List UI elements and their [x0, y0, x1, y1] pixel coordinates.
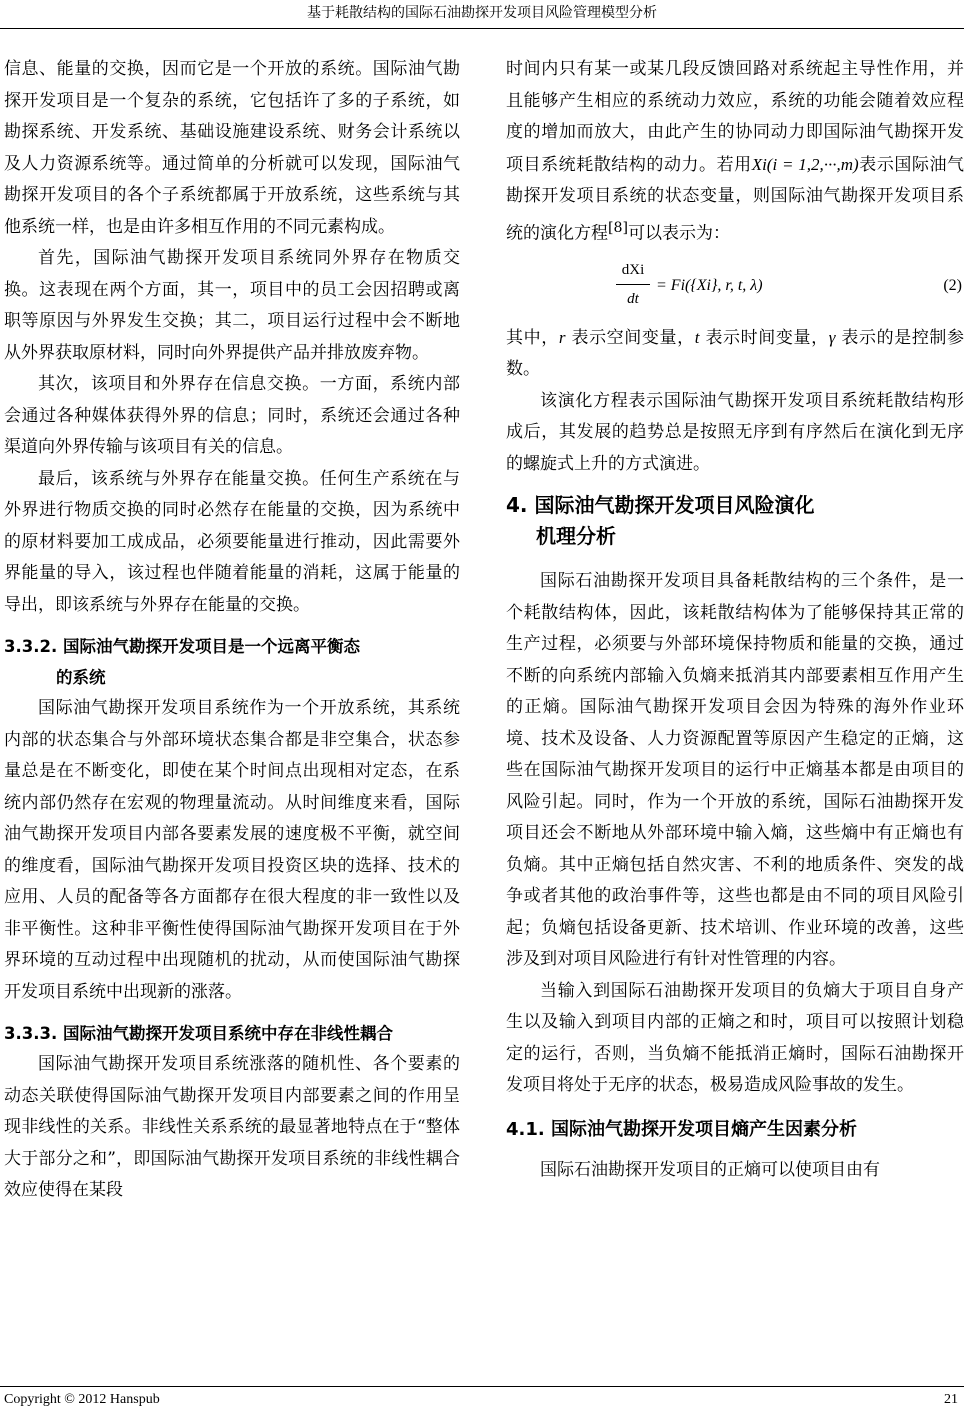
section-heading-3-3-2	[4, 631, 460, 693]
variable: r	[558, 327, 566, 347]
heading-line: 4. 国际油气勘探开发项目风险演化	[506, 493, 815, 518]
paragraph: 最后，该系统与外界存在能量交换。任何生产系统在与外界进行物质交换的同时必然存在能量的交换，因为系统中的原材料要加工成成品，必须要能量进行推动，因此需要外界能量的导入，该过程也伴随着能量的消耗，这属于能量的导出，即该系统与外界存在能量的交换。	[4, 468, 460, 615]
paragraph: 国际石油勘探开发项目具备耗散结构的三个条件，是一个耗散结构体，因此，该耗散结构体为了能够保持其正常的生产过程，必须要与外部环境保持物质和能量的交换，通过不断的向系统内部输入负熵来抵消其内部要素相互作用产生的正熵。国际油气勘探开发项目会因为特殊的海外作业环境、技术及设备、人力资源配置等原因产生稳定的正熵，这些在国际油气勘探开发项目的运行中正熵基本都是由项目的风险引起。同时，作为一个开放的系统，国际石油勘探开发项目还会不断地从外部环境中输入熵，这些熵中有正熵也有负熵。其中正熵包括自然灾害、不利的地质条件、突发的战争或者其他的政治事件等，这些也都是由不同的项目风险引起；负熵包括设备更新、技术培训、作业环境的改善，这些涉及到对项目风险进行有针对性管理的内容。	[506, 571, 964, 970]
text-run: 时间内只有某一或某几段反馈回路对系统起主导性作用，并且能够产生相应的系统动力效应，系统的功能会随着效应程度的增加而放大，由此产生的协同动力即国际油气勘探开发项目系统耗散结构的动力。若用	[506, 59, 964, 175]
text-run: 表示国际油气勘探开发项目系统的状态变量，则国际油气勘探开发项目系统的演化方程	[506, 154, 964, 244]
paragraph	[506, 322, 964, 386]
paragraph: 国际石油勘探开发项目的正熵可以使项目由有	[540, 1159, 880, 1180]
paragraph: 国际油气勘探开发项目系统涨落的随机性、各个要素的动态关联使得国际油气勘探开发项目内部要素之间的作用呈现非线性的关系。非线性关系系统的最显著地特点在于“整体大于部分之和”，即国际油气勘探开发项目系统的非线性耦合效应使得在某段	[4, 1054, 460, 1200]
text-run: 可以表示为：	[628, 223, 731, 244]
paragraph: 其次，该项目和外界存在信息交换。一方面，系统内部会通过各种媒体获得外界的信息；同时，系统还会通过各种渠道向外界传输与该项目有关的信息。	[4, 374, 460, 457]
heading-line: 3.3.2. 国际油气勘探开发项目是一个远离平衡态	[4, 637, 360, 656]
page-number: 21	[944, 1392, 958, 1407]
section-heading-4	[506, 490, 964, 552]
paragraph	[506, 54, 964, 250]
citation: [8]	[608, 219, 629, 236]
heading-line: 机理分析	[536, 524, 616, 549]
fraction-bar	[616, 284, 650, 285]
equation-number: (2)	[943, 276, 962, 294]
text-run: 表示空间变量，	[565, 327, 695, 348]
text-run: 其中，	[506, 327, 559, 348]
left-column	[4, 54, 460, 1207]
variable: γ	[828, 327, 836, 347]
section-heading-3-3-3: 3.3.3. 国际油气勘探开发项目系统中存在非线性耦合	[4, 1024, 393, 1043]
right-column	[506, 54, 964, 1186]
paragraph: 首先，国际油气勘探开发项目系统同外界存在物质交换。这表现在两个方面，其一，项目中的员工会因招聘或离职等原因与外界发生交换；其二，项目运行过程中会不断地从外界获取原材料，同时向外界提供产品并排放废弃物。	[4, 248, 460, 363]
equation-rhs: = Fi({Xi}, r, t, λ)	[656, 276, 763, 294]
paragraph: 该演化方程表示国际油气勘探开发项目系统耗散结构形成后，其发展的趋势总是按照无序到有序然后在演化到无序的螺旋式上升的方式演进。	[506, 390, 964, 474]
text-run: 表示的是控制参数。	[506, 327, 964, 380]
text-run: 表示时间变量，	[699, 327, 829, 348]
equation-2	[506, 256, 964, 318]
variable: Xi(i = 1,2,···,m)	[751, 154, 859, 174]
denominator: dt	[627, 290, 639, 307]
heading-line: 的系统	[56, 668, 106, 687]
copyright: Copyright © 2012 Hanspub	[4, 1392, 160, 1407]
paragraph: 当输入到国际石油勘探开发项目的负熵大于项目自身产生以及输入到项目内部的正熵之和时，项目可以按照计划稳定的运行，否则，当负熵不能抵消正熵时，国际石油勘探开发项目将处于无序的状态，极易造成风险事故的发生。	[506, 980, 964, 1096]
numerator: dXi	[621, 261, 645, 278]
variable: t	[694, 327, 700, 347]
footer-rule	[0, 1386, 964, 1387]
paragraph: 信息、能量的交换，因而它是一个开放的系统。国际油气勘探开发项目是一个复杂的系统，它包括许了多的子系统，如勘探系统、开发系统、基础设施建设系统、财务会计系统以及人力资源系统等。通过简单的分析就可以发现，国际油气勘探开发项目的各个子系统都属于开放系统，这些系统与其他系统一样，也是由许多相互作用的不同元素构成。	[4, 59, 460, 237]
paragraph: 国际油气勘探开发项目系统作为一个开放系统，其系统内部的状态集合与外部环境状态集合都是非空集合，状态参量总是在不断变化，即使在某个时间点出现相对定态，在系统内部仍然存在宏观的物理量流动。从时间维度来看，国际油气勘探开发项目内部各要素发展的速度极不平衡，就空间的维度看，国际油气勘探开发项目投资区块的选择、技术的应用、人员的配备等各方面都存在很大程度的非一致性以及非平衡性。这种非平衡性使得国际油气勘探开发项目在于外界环境的互动过程中出现随机的扰动，从而使国际油气勘探开发项目系统中出现新的涨落。	[4, 698, 460, 1002]
section-heading-4-1: 4.1. 国际油气勘探开发项目熵产生因素分析	[506, 1118, 857, 1140]
header-rule	[0, 28, 964, 29]
fraction	[616, 258, 650, 311]
running-header: 基于耗散结构的国际石油勘探开发项目风险管理模型分析	[307, 5, 657, 21]
